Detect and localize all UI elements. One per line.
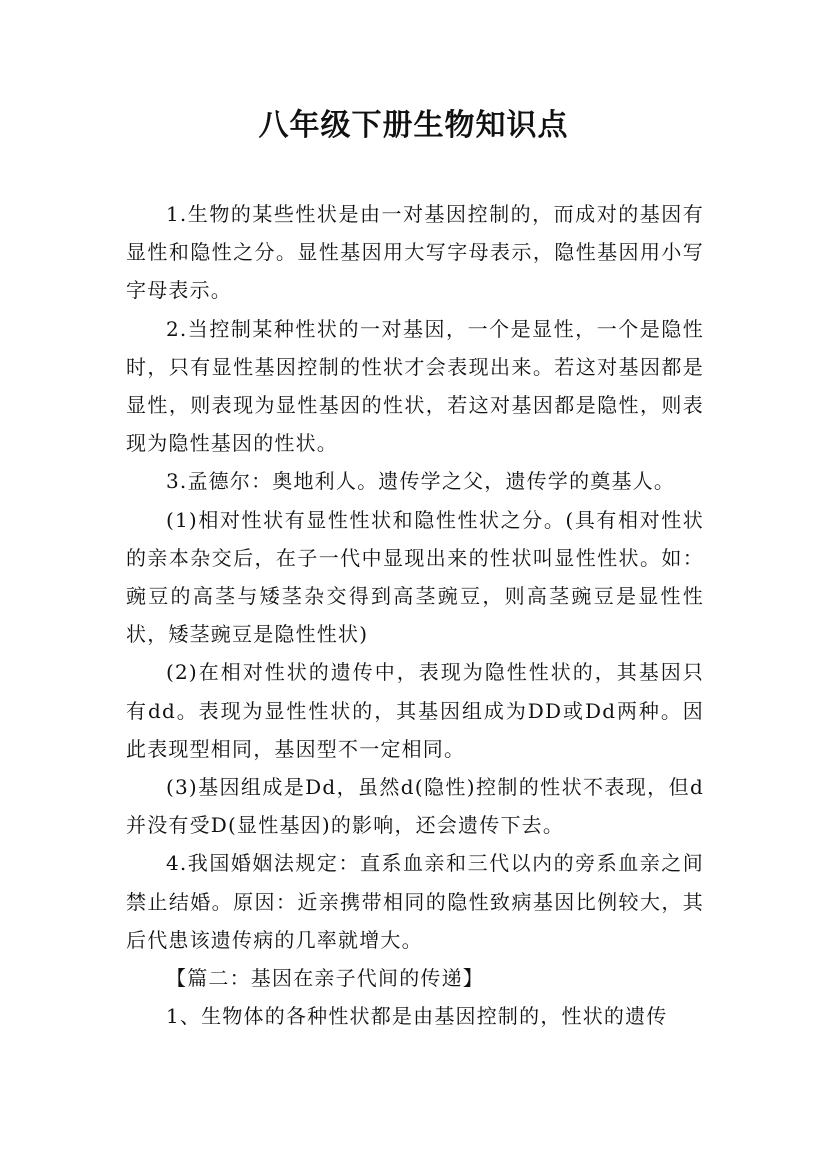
paragraph-4: (1)相对性状有显性性状和隐性性状之分。(具有相对性状的亲本杂交后，在子一代中显现出来的性状叫显性性状。如：豌豆的高茎与矮茎杂交得到高茎豌豆，则高茎豌豆是显性性状，矮茎豌豆是隐性性状) xyxy=(126,507,704,647)
paragraph-8: 1、生物体的各种性状都是由基因控制的，性状的遗传 xyxy=(166,1004,668,1029)
paragraph-5: (2)在相对性状的遗传中，表现为隐性性状的，其基因只有dd。表现为显性性状的，其基因组成为DD或Dd两种。因此表现型相同，基因型不一定相同。 xyxy=(126,660,704,761)
paragraph-2: 2.当控制某种性状的一对基因，一个是显性，一个是隐性时，只有显性基因控制的性状才会表现出来。若这对基因都是显性，则表现为显性基因的性状，若这对基因都是隐性，则表现为隐性基因的性状。 xyxy=(126,316,704,456)
paragraph-3: 3.孟德尔：奥地利人。遗传学之父，遗传学的奠基人。 xyxy=(166,469,676,494)
paragraph-7: 4.我国婚姻法规定：直系血亲和三代以内的旁系血亲之间禁止结婚。原因：近亲携带相同的隐性致病基因比例较大，其后代患该遗传病的几率就增大。 xyxy=(126,851,704,952)
paragraph-6: (3)基因组成是Dd，虽然d(隐性)控制的性状不表现，但d并没有受D(显性基因)的影响，还会遗传下去。 xyxy=(126,775,704,838)
paragraph-1: 1.生物的某些性状是由一对基因控制的，而成对的基因有显性和隐性之分。显性基因用大写字母表示，隐性基因用小写字母表示。 xyxy=(126,202,704,303)
document-body xyxy=(126,195,704,1035)
section-heading: 【篇二：基因在亲子代间的传递】 xyxy=(166,966,484,991)
page-title: 八年级下册生物知识点 xyxy=(258,108,569,143)
